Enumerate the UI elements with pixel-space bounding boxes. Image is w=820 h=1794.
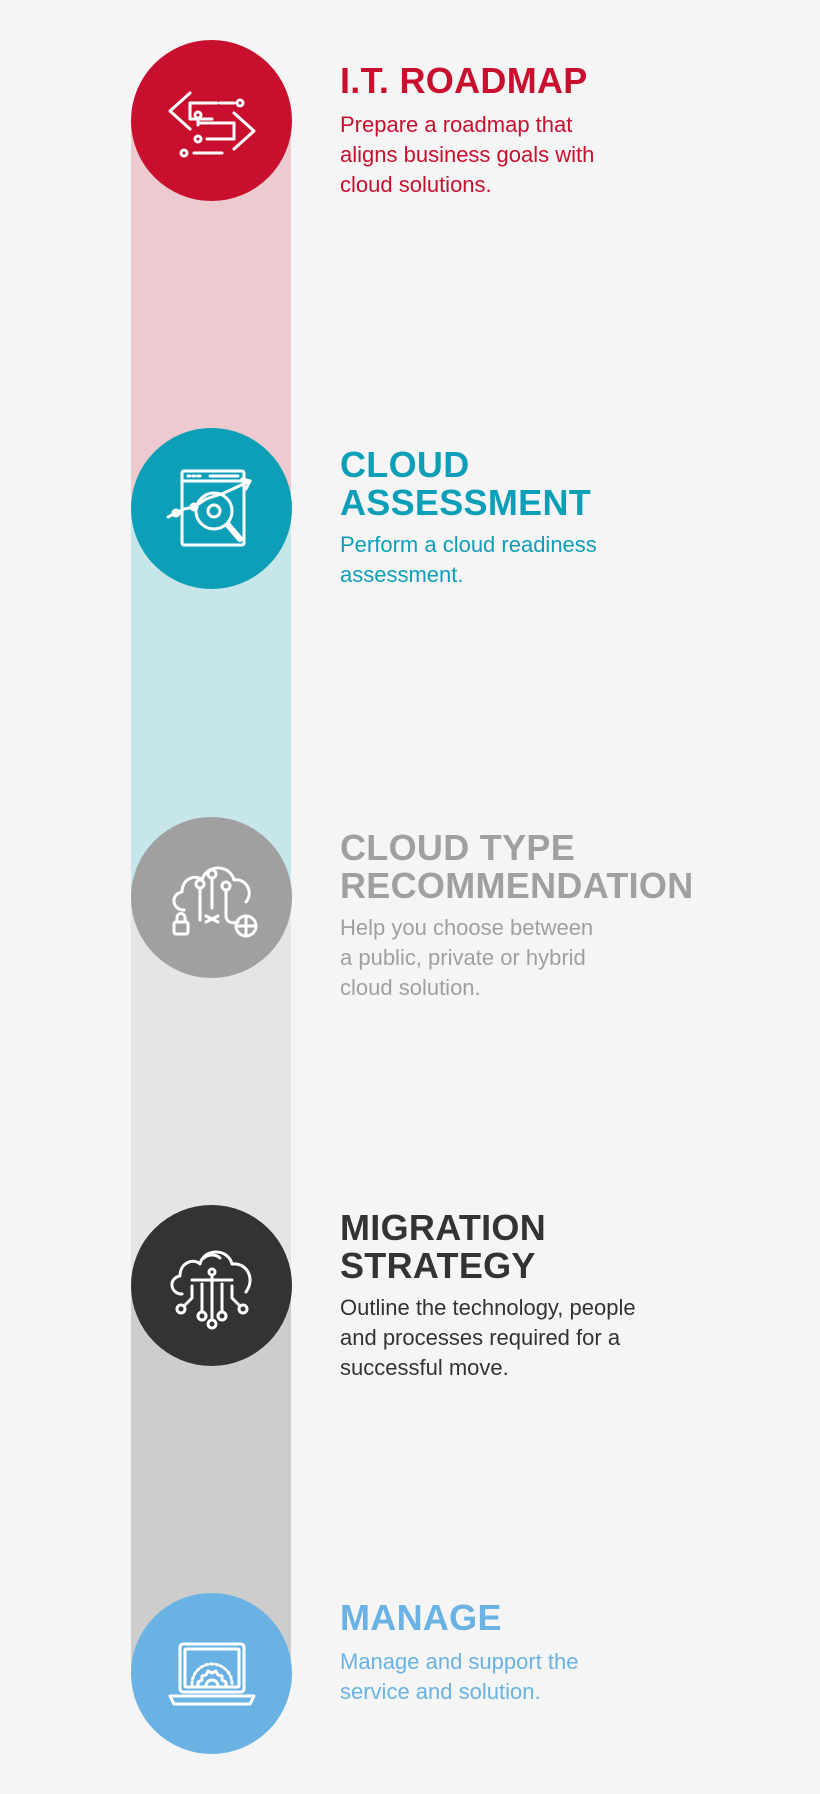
step-description: Help you choose between a public, private or hybrid cloud solution.	[340, 915, 594, 1000]
step-circle-manage	[131, 1593, 292, 1754]
step-title: CLOUD TYPE RECOMMENDATION	[340, 827, 694, 906]
step-description: Outline the technology, people and processes required for a successful move.	[340, 1295, 636, 1380]
step-description: Prepare a roadmap that aligns business goals with cloud solutions.	[340, 112, 595, 197]
step-description: Perform a cloud readiness assessment.	[340, 532, 597, 587]
step-text-migration	[340, 1209, 740, 1383]
step-title: CLOUD ASSESSMENT	[340, 444, 592, 523]
assessment-magnifier-icon	[162, 459, 262, 559]
step-circle-roadmap	[131, 40, 292, 201]
cloud-circuit-icon	[162, 1236, 262, 1336]
step-description: Manage and support the service and solution.	[340, 1649, 579, 1704]
roadmap-arrows-icon	[162, 71, 262, 171]
step-circle-migration	[131, 1205, 292, 1366]
laptop-gear-icon	[162, 1624, 262, 1724]
step-text-assessment	[340, 446, 740, 590]
step-title: MIGRATION STRATEGY	[340, 1207, 547, 1286]
cloud-network-icon	[162, 848, 262, 948]
step-circle-cloud-type	[131, 817, 292, 978]
step-text-manage	[340, 1599, 740, 1707]
step-text-cloud-type	[340, 829, 740, 1003]
step-title: MANAGE	[340, 1597, 502, 1638]
step-title: I.T. ROADMAP	[340, 60, 588, 101]
step-text-roadmap	[340, 62, 740, 200]
step-circle-assessment	[131, 428, 292, 589]
